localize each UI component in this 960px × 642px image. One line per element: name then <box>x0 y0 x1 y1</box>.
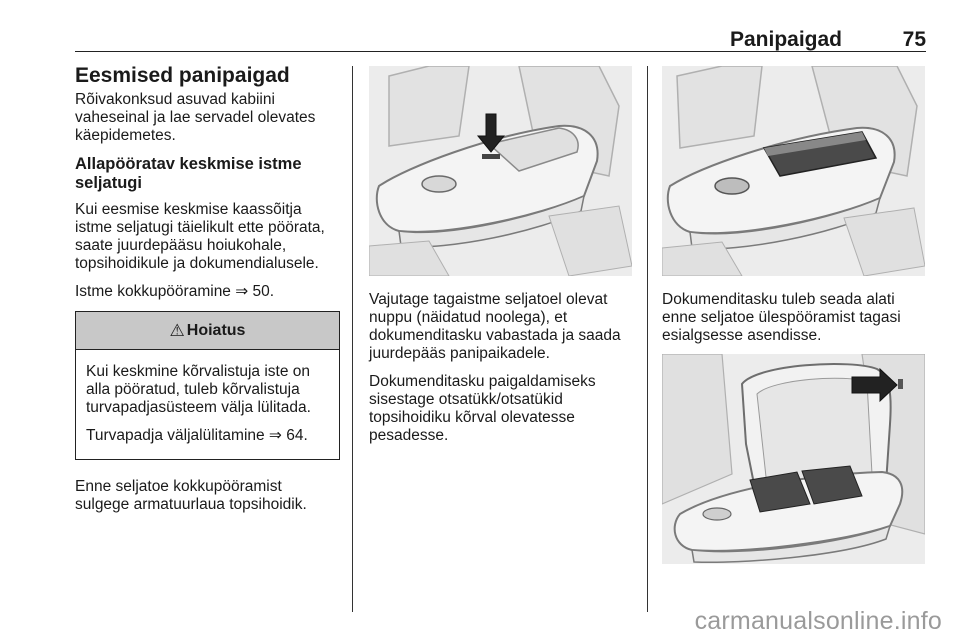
seatback-raised-illustration <box>662 354 925 564</box>
warning-title: Hoiatus <box>186 321 246 339</box>
warning-box <box>75 311 340 460</box>
page-number: 75 <box>902 28 926 51</box>
document-holder-illustration <box>662 66 925 276</box>
column-3 <box>662 291 927 355</box>
paragraph: Kui eesmise keskmise kaassõitja istme seljatugi täielikult ette pöörata, saate juurdepääsu hoiukohale, topsihoidikule ja dokumendialusele. <box>75 201 325 272</box>
warning-body <box>76 350 339 459</box>
subsection-heading: Allapööratav keskmise istme seljatugi <box>75 155 302 192</box>
column-divider <box>352 66 353 612</box>
watermark: carmanualsonline.info <box>694 607 942 635</box>
warning-cross-reference[interactable]: Turvapadja väljalülitamine ⇒ 64. <box>86 427 308 444</box>
armrest-drawing <box>369 66 632 276</box>
warning-header <box>76 312 339 350</box>
column-1 <box>75 63 340 524</box>
header-title: Panipaigad <box>729 28 842 51</box>
warning-text: Kui keskmine kõrvalistuja iste on alla pööratud, tuleb kõrvalistuja turvapadjasüsteem välja lülitada. <box>86 363 311 416</box>
column-2 <box>369 291 639 455</box>
page-header <box>75 28 926 52</box>
seatback-drawing <box>662 354 925 564</box>
column-divider <box>647 66 648 612</box>
intro-paragraph: Rõivakonksud asuvad kabiini vaheseinal ja lae servadel olevates käepidemetes. <box>75 91 316 144</box>
armrest-release-illustration <box>369 66 632 276</box>
section-heading: Eesmised panipaigad <box>75 64 290 87</box>
paragraph: Enne seljatoe kokkupööramist sulgege armatuurlaua topsihoidik. <box>75 478 307 513</box>
cross-reference[interactable]: Istme kokkupööramine ⇒ 50. <box>75 283 275 300</box>
paragraph: Dokumenditasku paigaldamiseks sisestage otsatükk/otsatükid topsihoidiku kõrval olevatesse pesadesse. <box>369 373 596 444</box>
paragraph: Dokumenditasku tuleb seada alati enne seljatoe ülespööramist tagasi esialgsesse asendisse. <box>662 291 901 344</box>
warning-icon: ⚠ <box>169 320 185 340</box>
paragraph: Vajutage tagaistme seljatoel olevat nuppu (näidatud noolega), et dokumenditasku vabastada ja saada juurdepääs panipaikadele. <box>369 291 621 362</box>
document-holder-drawing <box>662 66 925 276</box>
